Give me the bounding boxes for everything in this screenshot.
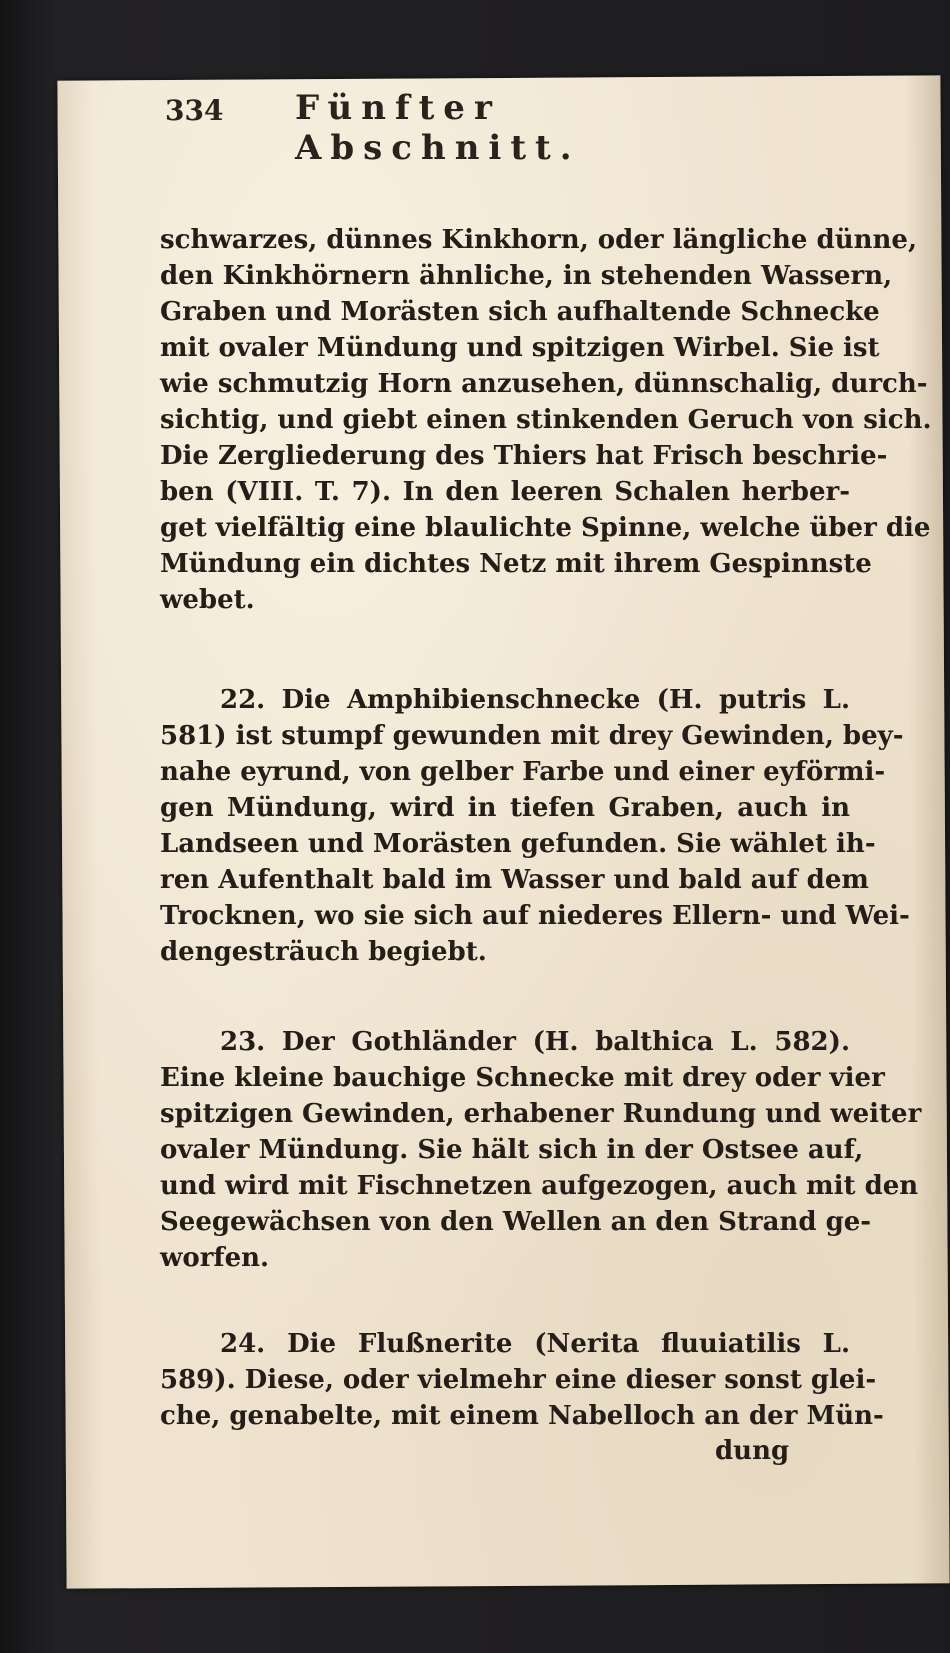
paragraph-1 [160, 222, 932, 618]
text-line: Mündung ein dichtes Netz mit ihrem Gespinnste [160, 549, 872, 579]
text-line: 24. Die Flußnerite (Nerita fluuiatilis L. [220, 1329, 850, 1359]
section-title: Fünfter Abschnitt. [295, 88, 581, 168]
text-line: Eine kleine bauchige Schnecke mit drey oder vier [160, 1063, 885, 1093]
text-line: mit ovaler Mündung und spitzigen Wirbel. Sie ist [160, 333, 880, 363]
paragraph-4 [160, 1326, 884, 1434]
paragraph-3 [160, 1024, 922, 1276]
catchword: dung [715, 1436, 790, 1466]
text-line: 23. Der Gothländer (H. balthica L. 582). [220, 1027, 850, 1057]
text-line: 589). Diese, oder vielmehr eine dieser sonst glei- [160, 1365, 877, 1395]
running-head [165, 88, 785, 168]
text-line: spitzigen Gewinden, erhabener Rundung und weiter [160, 1099, 922, 1129]
text-line: Landseen und Morästen gefunden. Sie wählet ih- [160, 829, 876, 859]
text-line: 581) ist stumpf gewunden mit drey Gewinden, bey- [160, 721, 904, 751]
text-line: ovaler Mündung. Sie hält sich in der Ostsee auf, [160, 1135, 864, 1165]
page-number: 334 [165, 94, 224, 127]
text-line: ren Aufenthalt bald im Wasser und bald auf dem [160, 865, 869, 895]
paragraph-2 [160, 682, 910, 970]
text-line: Seegewächsen von den Wellen an den Strand ge- [160, 1207, 872, 1237]
text-line: get vielfältig eine blaulichte Spinne, welche über die [160, 513, 931, 543]
text-line: 22. Die Amphibienschnecke (H. putris L. [220, 685, 850, 715]
text-line: che, genabelte, mit einem Nabelloch an der Mün- [160, 1401, 884, 1431]
text-line: Graben und Morästen sich aufhaltende Schnecke [160, 297, 880, 327]
text-line: Die Zergliederung des Thiers hat Frisch beschrie- [160, 441, 888, 471]
text-line: Trocknen, wo sie sich auf niederes Ellern- und Wei- [160, 901, 910, 931]
text-line: und wird mit Fischnetzen aufgezogen, auch mit den [160, 1171, 919, 1201]
text-line: schwarzes, dünnes Kinkhorn, oder längliche dünne, [160, 225, 917, 255]
text-line: worfen. [160, 1243, 270, 1273]
text-line: sichtig, und giebt einen stinkenden Geruch von sich. [160, 405, 932, 435]
text-line: webet. [160, 585, 255, 615]
text-line: gen Mündung, wird in tiefen Graben, auch in [160, 793, 850, 823]
text-line: nahe eyrund, von gelber Farbe und einer eyförmi- [160, 757, 886, 787]
text-line: wie schmutzig Horn anzusehen, dünnschalig, durch- [160, 369, 928, 399]
text-line: ben (VIII. T. 7). In den leeren Schalen herber- [160, 477, 850, 507]
text-line: den Kinkhörnern ähnliche, in stehenden Wassern, [160, 261, 893, 291]
text-line: dengesträuch begiebt. [160, 937, 487, 967]
